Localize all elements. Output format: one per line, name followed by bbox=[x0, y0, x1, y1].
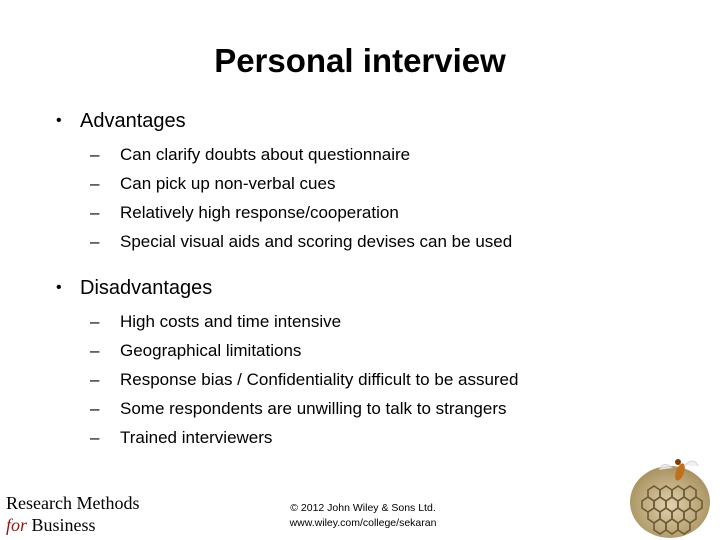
copyright-block bbox=[258, 501, 468, 531]
advantages-section bbox=[56, 108, 512, 256]
list-item-text: Response bias / Confidentiality difficult to be assured bbox=[120, 370, 519, 389]
advantages-heading-text: Advantages bbox=[80, 110, 186, 132]
list-item bbox=[90, 198, 512, 227]
list-item bbox=[90, 140, 512, 169]
copyright-url: www.wiley.com/college/sekaran bbox=[289, 517, 437, 529]
list-item-text: Geographical limitations bbox=[120, 341, 302, 360]
dash-icon: – bbox=[90, 341, 100, 360]
list-item-text: Special visual aids and scoring devises can be used bbox=[120, 232, 513, 251]
dash-icon: – bbox=[90, 232, 100, 251]
list-item-text: Some respondents are unwilling to talk to strangers bbox=[120, 399, 507, 418]
disadvantages-list bbox=[56, 307, 518, 452]
wasp-nest-icon bbox=[618, 440, 718, 540]
book-title-business: Business bbox=[27, 515, 96, 535]
disadvantages-heading-text: Disadvantages bbox=[80, 277, 213, 299]
book-title-for: for bbox=[6, 515, 28, 535]
list-item-text: High costs and time intensive bbox=[120, 312, 342, 331]
list-item-text: Can pick up non-verbal cues bbox=[120, 174, 336, 193]
list-item-text: Can clarify doubts about questionnaire bbox=[120, 145, 411, 164]
advantages-list bbox=[56, 140, 512, 256]
book-title-line1: Research Methods bbox=[6, 493, 140, 513]
list-item bbox=[90, 423, 518, 452]
slide-title: Personal interview bbox=[214, 42, 506, 79]
list-item-text: Trained interviewers bbox=[120, 428, 273, 447]
list-item bbox=[90, 227, 512, 256]
list-item-text: Relatively high response/cooperation bbox=[120, 203, 399, 222]
bullet-icon: • bbox=[56, 279, 62, 296]
dash-icon: – bbox=[90, 145, 100, 164]
disadvantages-section bbox=[56, 275, 518, 452]
list-item bbox=[90, 394, 518, 423]
dash-icon: – bbox=[90, 174, 100, 193]
list-item bbox=[90, 307, 518, 336]
list-item bbox=[90, 169, 512, 198]
dash-icon: – bbox=[90, 428, 100, 447]
list-item bbox=[90, 365, 518, 394]
dash-icon: – bbox=[90, 203, 100, 222]
disadvantages-heading bbox=[56, 275, 518, 301]
advantages-heading bbox=[56, 108, 512, 134]
bullet-icon: • bbox=[56, 112, 62, 129]
book-title-line2 bbox=[6, 514, 139, 536]
copyright-text: © 2012 John Wiley & Sons Ltd. bbox=[290, 502, 436, 514]
dash-icon: – bbox=[90, 312, 100, 331]
dash-icon: – bbox=[90, 399, 100, 418]
list-item bbox=[90, 336, 518, 365]
dash-icon: – bbox=[90, 370, 100, 389]
book-logo bbox=[6, 492, 139, 536]
